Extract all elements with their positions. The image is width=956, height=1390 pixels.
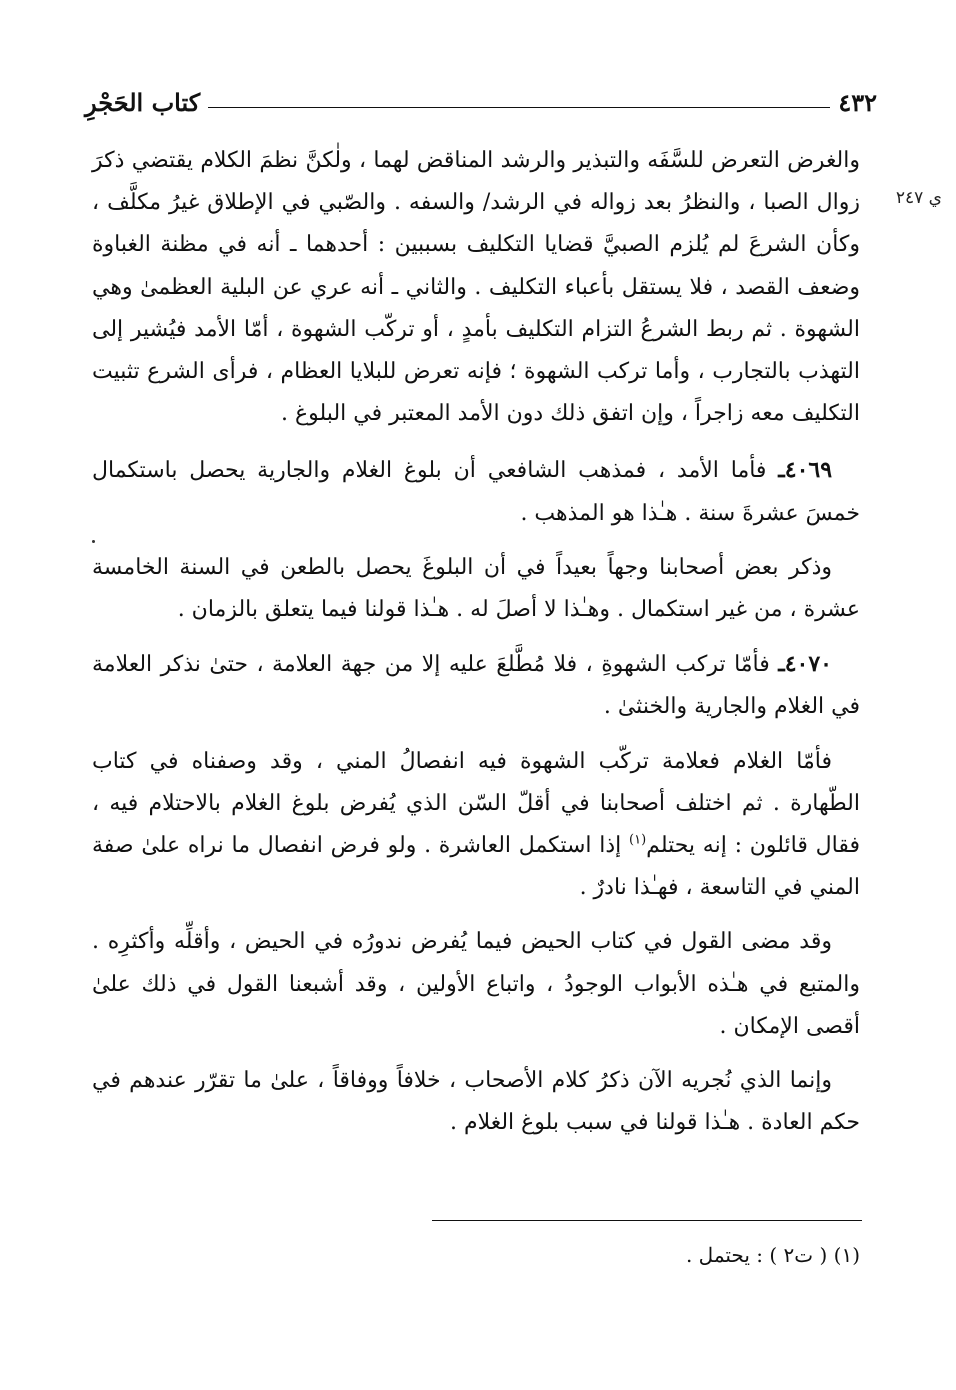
chapter-title: كتاب الحَجْرِ bbox=[85, 87, 201, 117]
main-text bbox=[92, 140, 860, 1156]
paragraph-text: فأمّا الغلام فعلامة تركّب الشهوة فيه انفصالُ المني ، وقد وصفناه في كتاب الطّهارة . ثم اختلف أصحابنا في أقلّ السّن الذي يُفرض بلوغ الغلام بالاحتلام فيه ، فقال قائلون : إنه يحتلم$^{(١)}$ إذا استكمل العاشرة . ولو فرض انفصال ما نراه علىٰ صفة المني في التاسعة ، فهـٰذا نادرٌ . bbox=[92, 748, 860, 901]
page-header bbox=[85, 82, 877, 122]
paragraph-text: وذكر بعض أصحابنا وجهاً بعيداً في أن البلوغَ يحصل بالطعن في السنة الخامسة عشرة ، من غير استكمال . وهـٰذا لا أصلَ له . هـٰذا قولنا فيما يتعلق بالزمان . bbox=[92, 554, 860, 623]
paragraph-number: ٤٠٦٩ـ bbox=[778, 457, 833, 484]
footnote: (١) ( ت٢ ) : يحتمل . bbox=[685, 1243, 860, 1267]
paragraph-intro: والغرض التعرض للسَّفَه والتبذير والرشد المناقض لهما ، ولٰكنَّ نظمَ الكلام يقتضي ذكرَ زوال الصبا ، والنظرُ بعد زواله في الرشد/ والسفه . والصّبي في الإطلاق غيرُ مكلَّف ، وكأن الشرعَ لم يُلزم الصبيَّ قضايا التكليف بسببين : أحدهما ـ أنه في مظنة الغباوة وضعف القصد ، فلا يستقل بأعباء التكليف . والثاني ـ أنه عري عن البلية العظمىٰ وهي الشهوة . ثم ربط الشرعُ التزام التكليف بأمدٍ ، أو تركّب الشهوة ، أمّا الأمد فيُشير إلى التهذب بالتجارب ، وأما تركب الشهوة ؛ فإنه تعرض للبلايا العظام ، فرأى الشرع تثبيت التكليف معه زاجراً ، وإن اتفق ذلك دون الأمد المعتبر في البلوغ . bbox=[92, 148, 860, 427]
paragraph-4070: ٤٠٧٠ـ فأمّا تركب الشهوةِ ، فلا مُطَّلعَ عليه إلا من جهة العلامة ، حتىٰ نذكر العلامة في الغلام والجارية والخنثىٰ . bbox=[92, 651, 860, 720]
paragraph-4069: ٤٠٦٩ـ فأما الأمد ، فمذهب الشافعي أن بلوغ الغلام والجارية يحصل باستكمال خمسَ عشرةَ سنة . هـٰذا هو المذهب . bbox=[92, 457, 860, 526]
header-rule bbox=[208, 107, 830, 108]
paragraph-text: وقد مضى القول في كتاب الحيض فيما يُفرض ندورُه في الحيض ، وأقلِّه وأكثرِه . والمتبع في هـٰذه الأبواب الوجودُ ، واتباع الأولين ، وقد أشبعنا القول في ذلك علىٰ أقصى الإمكان . bbox=[92, 929, 860, 1039]
footnote-reference[interactable]: (١) bbox=[629, 832, 647, 848]
footnote-separator bbox=[432, 1220, 862, 1221]
paragraph-number: ٤٠٧٠ـ bbox=[778, 651, 832, 678]
margin-reference: ي ٢٤٧ bbox=[895, 188, 942, 208]
print-speck bbox=[92, 540, 95, 543]
page-number: ٤٣٢ bbox=[838, 87, 877, 117]
paragraph-text: وإنما الذي نُجريه الآن ذكرُ كلام الأصحاب ، خلافاً ووفاقاً ، علىٰ ما تقرّر عندهم في حكم العادة . هـٰذا قولنا في سبب بلوغ الغلام . bbox=[92, 1068, 860, 1136]
